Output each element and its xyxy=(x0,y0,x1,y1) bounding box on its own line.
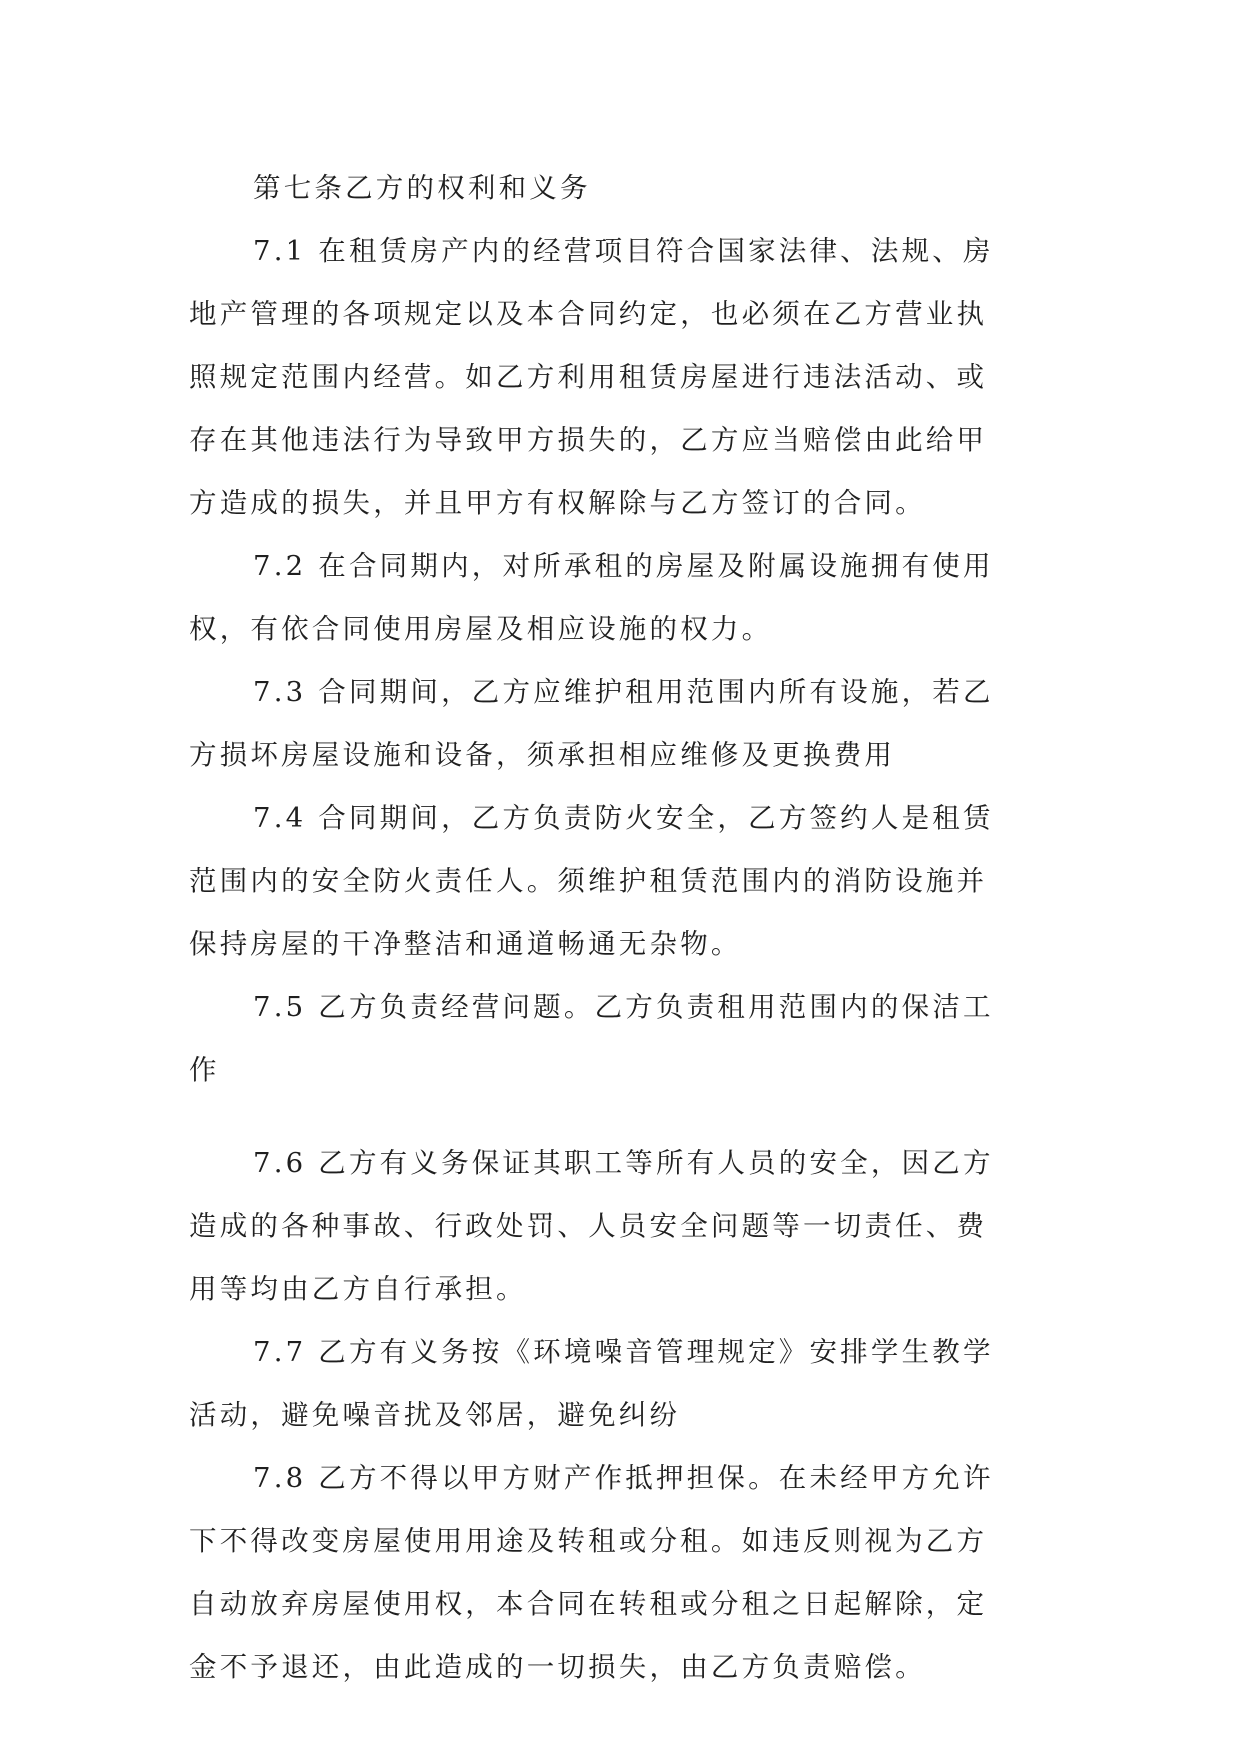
text-line: 7.2 在合同期内，对所承租的房屋及附属设施拥有使用 xyxy=(253,550,994,582)
clause-7-4 xyxy=(189,787,1052,976)
document-body xyxy=(189,157,1052,1699)
clause-7-3 xyxy=(189,661,1052,787)
text-line: 作 xyxy=(189,1054,220,1086)
text-line: 7.7 乙方有义务按《环境噪音管理规定》安排学生教学 xyxy=(253,1336,994,1368)
text-line: 活动，避免噪音扰及邻居，避免纠纷 xyxy=(189,1399,681,1431)
clause-7-2 xyxy=(189,535,1052,661)
clause-7-7 xyxy=(189,1321,1052,1447)
clause-7-8 xyxy=(189,1447,1052,1699)
text-line: 范围内的安全防火责任人。须维护租赁范围内的消防设施并 xyxy=(189,865,988,897)
text-line: 金不予退还，由此造成的一切损失，由乙方负责赔偿。 xyxy=(189,1651,926,1683)
text-line: 存在其他违法行为导致甲方损失的，乙方应当赔偿由此给甲 xyxy=(189,424,988,456)
text-line: 方造成的损失，并且甲方有权解除与乙方签订的合同。 xyxy=(189,487,926,519)
text-line: 下不得改变房屋使用用途及转租或分租。如违反则视为乙方 xyxy=(189,1525,988,1557)
text-line: 7.3 合同期间，乙方应维护租用范围内所有设施，若乙 xyxy=(253,676,994,708)
text-line: 7.8 乙方不得以甲方财产作抵押担保。在未经甲方允许 xyxy=(253,1462,994,1494)
article-heading: 第七条乙方的权利和义务 xyxy=(253,172,591,204)
text-line: 7.4 合同期间，乙方负责防火安全，乙方签约人是租赁 xyxy=(253,802,994,834)
text-line: 权，有依合同使用房屋及相应设施的权力。 xyxy=(189,613,773,645)
text-line: 地产管理的各项规定以及本合同约定，也必须在乙方营业执 xyxy=(189,298,988,330)
text-line: 7.1 在租赁房产内的经营项目符合国家法律、法规、房 xyxy=(253,235,994,267)
text-line: 照规定范围内经营。如乙方利用租赁房屋进行违法活动、或 xyxy=(189,361,988,393)
text-line: 保持房屋的干净整洁和通道畅通无杂物。 xyxy=(189,928,742,960)
text-line: 7.5 乙方负责经营问题。乙方负责租用范围内的保洁工 xyxy=(253,991,994,1023)
clause-7-6 xyxy=(189,1132,1052,1321)
paragraph-spacer xyxy=(189,1102,1052,1132)
text-line: 造成的各种事故、行政处罚、人员安全问题等一切责任、费 xyxy=(189,1210,988,1242)
clause-7-1 xyxy=(189,220,1052,535)
clause-7-5 xyxy=(189,976,1052,1102)
text-line: 方损坏房屋设施和设备，须承担相应维修及更换费用 xyxy=(189,739,896,771)
text-line: 用等均由乙方自行承担。 xyxy=(189,1273,527,1305)
text-line: 自动放弃房屋使用权，本合同在转租或分租之日起解除，定 xyxy=(189,1588,988,1620)
text-line: 7.6 乙方有义务保证其职工等所有人员的安全，因乙方 xyxy=(253,1147,994,1179)
